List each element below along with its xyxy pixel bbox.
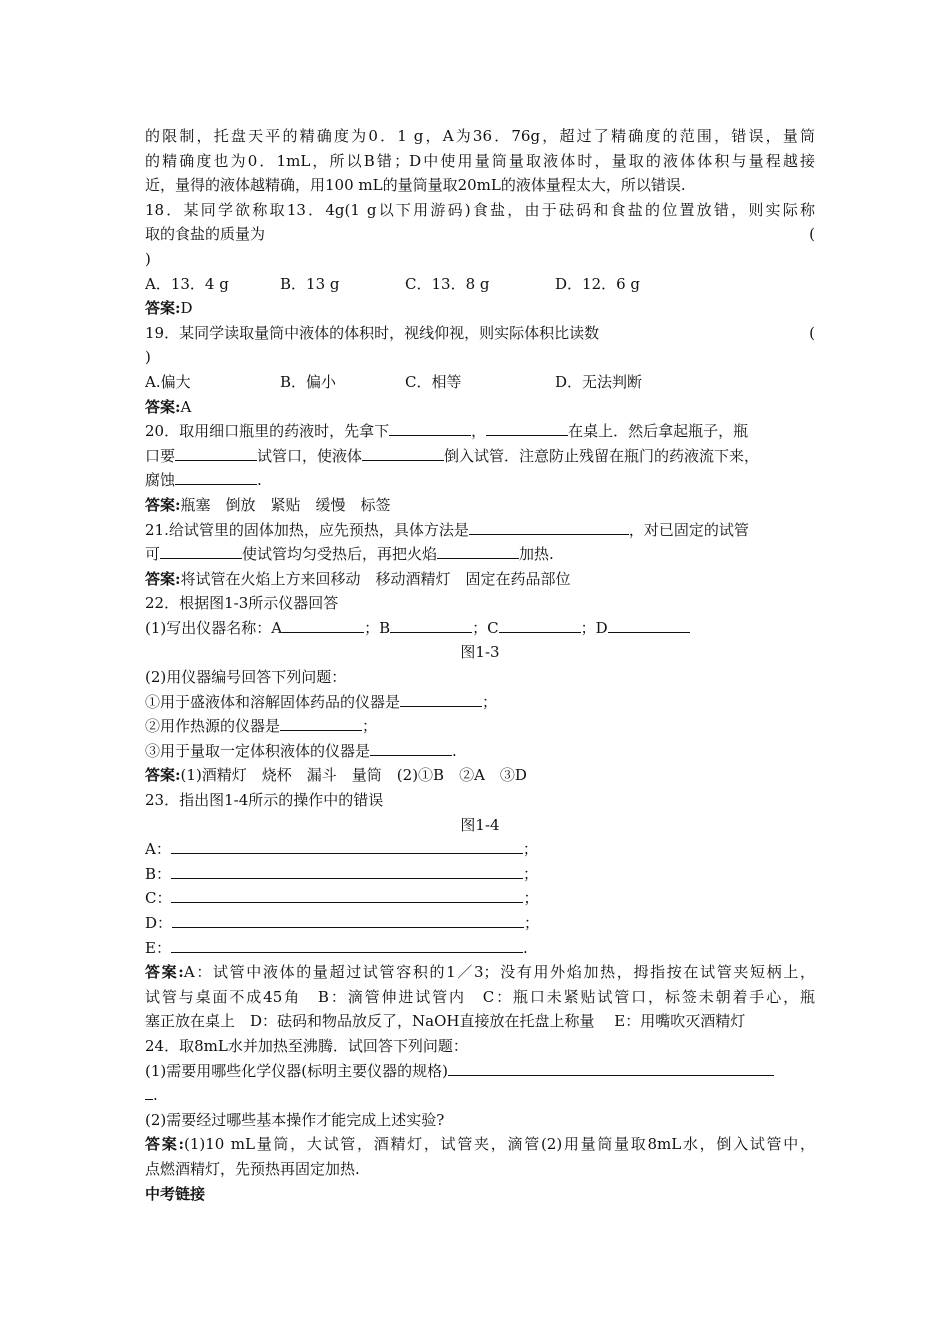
- question-23-answer-cont: 试管与桌面不成45角 B：滴管伸进试管内 C：瓶口未紧贴试管口，标签未朝着手心，瓶: [145, 987, 815, 1006]
- question-19-options: [145, 370, 815, 395]
- question-18-stem: 18．某同学欲称取13．4g(1 g以下用游码)食盐，由于砝码和食盐的位置放错，则实际称: [145, 200, 815, 219]
- question-18-answer: [145, 296, 815, 321]
- question-22-stem: 22．根据图1-3所示仪器回答: [145, 594, 339, 613]
- question-24-answer: [145, 1132, 815, 1157]
- question-22-sub2: (2)用仪器编号回答下列问题：: [145, 668, 347, 687]
- option-d: D．12．6 g: [555, 274, 641, 293]
- question-20-line3: 腐蚀 .: [145, 471, 262, 490]
- option-b: B．偏小: [280, 372, 337, 391]
- answer-paren-close: ): [145, 249, 151, 268]
- blank-line: [282, 618, 364, 633]
- question-20-answer: [145, 493, 815, 518]
- option-a: A.偏大: [145, 372, 191, 391]
- question-20-line2: 口要 试管口，使液体 倒入试管．注意防止残留在瓶门的药液流下来，: [145, 446, 760, 465]
- question-23-blank-c: C： ；: [145, 889, 539, 908]
- answer-label: 答案:: [145, 963, 184, 982]
- question-23-blank-d: D： ；: [145, 914, 540, 932]
- blank-line: [362, 446, 444, 461]
- option-c: C．13．8 g: [405, 274, 490, 293]
- text-line: 近，量得的液体越精确，用100 mL的量筒量取20mL的液体量程太大，所以错误.: [145, 176, 686, 195]
- blank-line: [160, 544, 242, 559]
- question-23-blank-a: A： ；: [145, 840, 538, 859]
- blank-line: [390, 618, 472, 633]
- answer-text: D: [180, 299, 193, 318]
- question-24-sub1: (1)需要用哪些化学仪器(标明主要仪器的规格): [145, 1059, 815, 1084]
- answer-paren: (: [809, 323, 815, 342]
- blank-line: [280, 716, 362, 731]
- blank-line: [172, 913, 524, 928]
- blank-line: [448, 1061, 774, 1076]
- question-18-options: [145, 272, 815, 297]
- text-line: 的精确度也为0．1mL，所以B错；D中使用量筒量取液体时，量取的液体体积与量程越接: [145, 151, 815, 170]
- question-22-answer: [145, 763, 815, 788]
- blank-line: [469, 520, 629, 535]
- blank-line: [175, 446, 257, 461]
- answer-text: (1)酒精灯 烧杯 漏斗 量筒 (2)①B ②A ③D: [180, 766, 527, 785]
- question-23-blank-e: E： .: [145, 938, 528, 957]
- option-d: D．无法判断: [555, 372, 643, 391]
- option-b: B．13 g: [280, 274, 340, 293]
- section-heading: 中考链接: [145, 1184, 206, 1203]
- question-19-answer: [145, 395, 815, 420]
- answer-text: 瓶塞 倒放 紧贴 缓慢 标签: [180, 495, 391, 514]
- question-22-item1: ①用于盛液体和溶解固体药品的仪器是 ；: [145, 692, 498, 711]
- question-20-line1: 20．取用细口瓶里的药液时，先拿下 ， 在桌上．然后拿起瓶子，瓶: [145, 422, 749, 441]
- blank-line: [400, 692, 482, 707]
- blank-line: [499, 618, 581, 633]
- blank-line: [171, 888, 523, 903]
- figure-caption: 图1-3: [460, 643, 500, 662]
- blank-line: [437, 544, 519, 559]
- question-24-answer-cont: 点燃酒精灯，先预热再固定加热.: [145, 1159, 360, 1178]
- question-24-sub2: (2)需要经过哪些基本操作才能完成上述实验?: [145, 1110, 445, 1129]
- question-21-answer: [145, 567, 815, 592]
- question-24-stem: 24．取8mL水并加热至沸腾．试回答下列问题：: [145, 1036, 468, 1055]
- question-19-stem: 19．某同学读取量筒中液体的体积时，视线仰视，则实际体积比读数 (: [145, 321, 815, 346]
- question-24-sub1-cont: .: [145, 1083, 815, 1108]
- answer-paren-close: ): [145, 348, 151, 367]
- answer-paren: (: [809, 225, 815, 244]
- document-body: [145, 124, 815, 1206]
- question-21-line2: 可 使试管均匀受热后，再把火焰 加热.: [145, 545, 554, 564]
- blank-line: [389, 421, 471, 436]
- question-23-answer: [145, 960, 815, 985]
- option-a: A．13．4 g: [145, 274, 229, 293]
- blank-line: [171, 839, 523, 854]
- answer-text: (1)10 mL量筒，大试管，酒精灯，试管夹，滴管(2)用量筒量取8mL水，倒入试管中，: [183, 1135, 815, 1154]
- figure-caption: 图1-4: [460, 815, 500, 834]
- answer-label: 答案:: [145, 1135, 184, 1154]
- question-23-stem: 23．指出图1-4所示的操作中的错误: [145, 791, 384, 810]
- answer-text: A: [180, 397, 192, 416]
- answer-text: 将试管在火焰上方来回移动 移动酒精灯 固定在药品部位: [180, 569, 571, 588]
- question-18-stem-cont: 取的食盐的质量为 (: [145, 222, 815, 247]
- blank-line: [608, 618, 690, 633]
- blank-line: [175, 470, 257, 485]
- answer-label: 答案:: [145, 397, 181, 416]
- text-line: 的限制，托盘天平的精确度为0．1 g，A为36．76g，超过了精确度的范围，错误，量筒: [145, 127, 815, 145]
- answer-label: 答案:: [145, 495, 181, 514]
- question-23-answer-cont: 塞正放在桌上 D：砝码和物品放反了，NaOH直接放在托盘上称量 E：用嘴吹灭酒精灯: [145, 1012, 746, 1031]
- blank-line: [370, 741, 452, 756]
- question-22-item3: ③用于量取一定体积液体的仪器是 .: [145, 741, 457, 760]
- option-c: C．相等: [405, 372, 462, 391]
- blank-line: [486, 421, 568, 436]
- blank-line: [171, 864, 523, 879]
- answer-label: 答案:: [145, 766, 181, 785]
- blank-line: [145, 1085, 153, 1100]
- question-22-sub1: (1)写出仪器名称：A ；B ；C ；D: [145, 616, 815, 641]
- question-21-line1: 21.给试管里的固体加热，应先预热，具体方法是 ，对已固定的试管: [145, 520, 749, 539]
- question-23-blank-b: B： ；: [145, 864, 539, 883]
- answer-label: 答案:: [145, 299, 181, 318]
- answer-label: 答案:: [145, 569, 181, 588]
- blank-line: [171, 938, 523, 953]
- question-22-item2: ②用作热源的仪器是 ；: [145, 717, 378, 736]
- answer-text: A：试管中液体的量超过试管容积的1／3；没有用外焰加热，拇指按在试管夹短柄上，: [183, 963, 815, 982]
